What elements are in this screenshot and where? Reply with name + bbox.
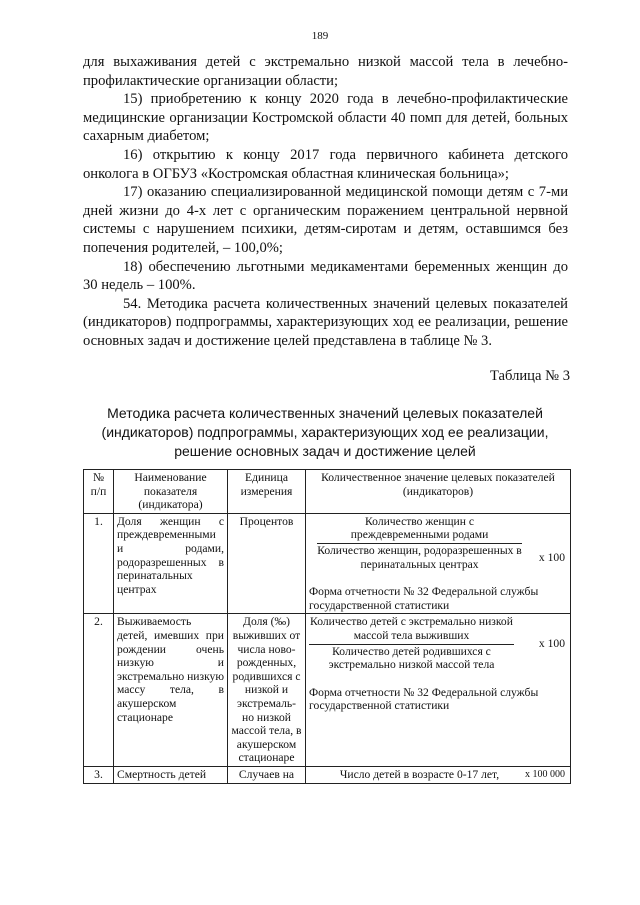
row-formula-cell [306,766,571,783]
paragraph: 54. Методика расчета количественных значений целевых показателей (индикаторов) подпрограммы, характеризующих ход ее реализации, решение основных задач и достижение целей представлена в таблице № 3. [83,295,568,349]
table-row [84,513,571,614]
fraction [317,515,522,571]
source: Форма отчетности № 32 Федеральной службы государственной статистики [309,685,539,713]
multiplier: x 100 [538,550,565,564]
header-value: Количественное значение целевых показателей (индикаторов) [306,470,571,514]
page-number: 189 [311,30,329,42]
table-row [84,614,571,767]
row-unit: Случаев на [228,766,306,783]
row-unit: Доля (‰) выживших от числа ново-рожденных, родившихся с низкой и экстремаль-но низкой массой тела, в акушерском стационаре [228,614,306,767]
paragraph: 17) оказанию специализированной медицинской помощи детям с 7-ми дней жизни до 4-х лет с органическим поражением центральной нервной системы с нарушением психики, детям-сиротам и детям, оставшимся без попечения родителей, – 100,0%; [83,184,568,256]
table-caption: Методика расчета количественных значений целевых показателей (индикаторов) подпрограммы, характеризующих ход ее реализации, решение основных задач и достижение целей [101,405,549,459]
multiplier: x 100 000 [525,768,565,780]
row-name: Выживаемость детей, имевших при рождении очень низкую и экстремально низкую массу тела, в акушерском стационаре [114,614,228,767]
row-num: 3. [84,766,114,783]
row-unit: Процентов [228,513,306,614]
paragraph: 16) открытию к концу 2017 года первичного кабинета детского онколога в ОГБУЗ «Костромская областная клиническая больница»; [83,146,568,182]
header-unit: Единица измерения [228,470,306,514]
numerator: Количество детей с экстремально низкой массой тела выживших [309,615,514,644]
multiplier: x 100 [538,637,565,651]
fraction [309,615,514,671]
paragraph: 15) приобретению к концу 2020 года в лечебно-профилактические медицинские организации Костромской области 40 помп для детей, больных сахарным диабетом; [83,91,568,145]
formula [309,615,567,671]
body-text [83,53,568,351]
numerator: Число детей в возрасте 0-17 лет, [339,767,500,781]
row-formula-cell [306,614,571,767]
formula [309,768,567,782]
formula [309,515,567,571]
paragraph: 18) обеспечению льготными медикаментами беременных женщин до 30 недель – 100%. [83,258,568,294]
header-num: № п/п [84,470,114,514]
source: Форма отчетности № 32 Федеральной службы государственной статистики [309,585,539,612]
denominator: Количество детей родившихся с экстремально низкой массой тела [328,644,495,672]
row-num: 1. [84,513,114,614]
row-num: 2. [84,614,114,767]
numerator: Количество женщин с преждевременными родами [317,515,522,544]
table-number: Таблица № 3 [490,368,570,384]
row-name: Смертность детей [114,766,228,783]
denominator: Количество женщин, родоразрешенных в перинатальных центрах [317,543,522,571]
indicators-table [83,469,571,784]
row-name: Доля женщин с преждевременными и родами, родоразрешенных в перинатальных центрах [114,513,228,614]
header-name: Наименование показателя (индикатора) [114,470,228,514]
table-header-row [84,470,571,514]
table-row [84,766,571,783]
row-formula-cell [306,513,571,614]
paragraph: для выхаживания детей с экстремально низкой массой тела в лечебно-профилактические организации области; [83,54,568,89]
